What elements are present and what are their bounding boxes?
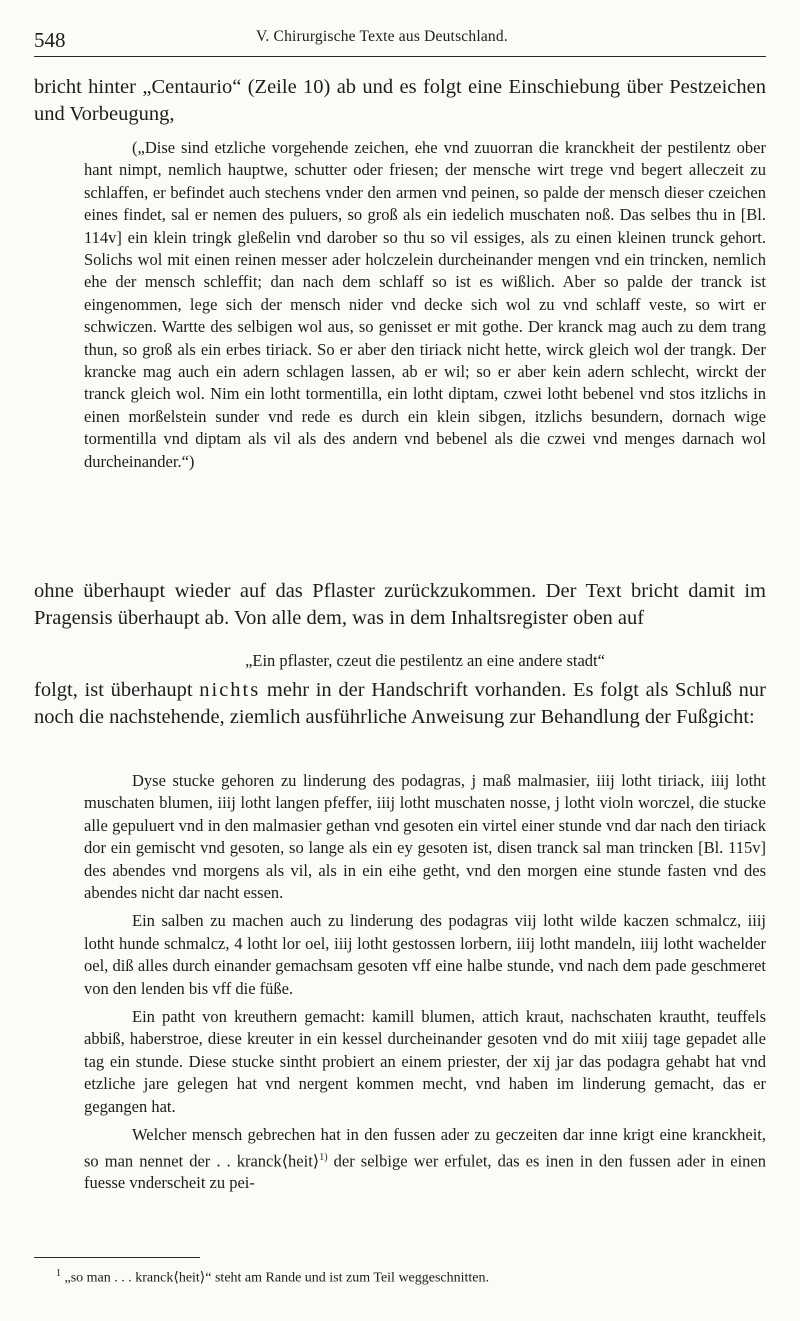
footnote bbox=[56, 1265, 756, 1288]
podagra-recipes bbox=[84, 770, 766, 1195]
page-number: 548 bbox=[34, 28, 66, 52]
centered-quote: „Ein pflaster, czeut die pestilentz an eine andere stadt“ bbox=[245, 651, 605, 670]
transition-text-start: folgt, ist überhaupt bbox=[34, 679, 193, 701]
footnote-text: „so man . . . kranck⟨heit⟩“ steht am Rande und ist zum Teil weggeschnitten. bbox=[64, 1270, 490, 1286]
recipe-foot-text-end: der selbige wer erfulet, das es inen in den fussen ader in einen fuesse vnderscheit zu pei- bbox=[84, 1151, 767, 1193]
intro-paragraph: bricht hinter „Centaurio“ (Zeile 10) ab und es folgt eine Einschiebung über Pestzeichen und Vorbeugung, bbox=[34, 76, 766, 125]
recipe-drink: Dyse stucke gehoren zu linderung des podagras, j maß malmasier, iiij lotht tiriack, iiij lotht muschaten blumen, iiij lotht langen pfeffer, iiij lotht muschaten nosse, j lotht violn worczel, die stucke alle gepuluert vnd in den malmasier gethan vnd gesoten ein virtel einer stunde vnd dar nach den tiriack dor ein gemischt vnd gesoten, so lange als ein ey gesoten ist, disen tranck sal man trincken [Bl. 115v] des abendes vnd morgens als vil, als in ein eihe getht, vnd den morgen eine stunde fasten vnd des abendes nicht dar nacht essen. bbox=[84, 771, 766, 903]
footnote-number: 1 bbox=[56, 1268, 61, 1279]
page-header bbox=[34, 22, 766, 57]
plague-quote: („Dise sind etzliche vorgehende zeichen, ehe vnd zuuorran die kranckheit der pestilentz ober hant nimpt, nemlich hauptwe, schutter oder friesen; der mensche wirt trege vnd begert alleczeit zu schlaffen, er befindet auch stechens vnder den armen vnd peinen, so palde der mensch dieser czeichen eines findet, sal er nemen des puluers, so groß als ein iedelich muschaten noß. Das selbes thu in [Bl. 114v] ein klein tringk gleßelin vnd darober so thu so vil essiges, als zu einen kleinen trunck gehort. Solichs wol mit einen reinen messer ader holczelein durcheinander mengen vnd ein trincken, nemlich ehe der mensch schleffit; dan nach dem schlaff so ist es wißlich. Aber so palde der tranck ist eingenommen, lege sich der mensch nider vnd decke sich wol zu vnd schlaff veste, so wirt er schwiczen. Wartte des selbigen wol aus, so genisset er mit gothe. Der kranck mag auch zu dem trang thun, so groß als ein erbes tiriack. So er aber den tiriack nicht hette, wirck gleich wol der trangk. Der krancke mag auch ein adern schlagen lassen, ab er wil; so er aber kein adern schlecht, wirckt der tranck gleich wol. Nim ein lotht tormentilla, ein lotht diptam, czwei lotht bebenel vnd stos itzlichs in einen morßelstein sunder vnd rede es durch ein klein sibgen, itzlichs besundern, dornach wige tormentilla vnd diptam als vil als des andern vnd bebenel als die czwei vnd menges darnach wol durcheinander.“) bbox=[84, 138, 766, 471]
recipe-foot-ailment bbox=[84, 1124, 766, 1195]
footnote-divider bbox=[34, 1257, 200, 1258]
recipe-bath: Ein patht von kreuthern gemacht: kamill blumen, attich kraut, nachschaten krautht, teuffels abbiß, haberstroe, diese kreuter in ein kessel durcheinander gesoten vnd do mit xiiij tage gepadet alle tag ein stunde. Diese stucke sintht probiert an einem priester, der xij jar das podagra gehabt hat vnd etzliche jare gelegen hat vnd nergent kommen mecht, vnd haben im linderung gemacht, das er gegangen hat. bbox=[84, 1007, 766, 1116]
running-head: V. Chirurgische Texte aus Deutschland. bbox=[256, 28, 508, 45]
footnote-reference[interactable]: 1) bbox=[319, 1151, 328, 1163]
recipe-foot-text-start: Welcher mensch gebrechen hat in den fussen ader zu geczeiten dar inne krigt eine kranckheit, so man nennet der . . kranck⟨heit⟩ bbox=[84, 1125, 766, 1170]
continuation-paragraph: ohne überhaupt wieder auf das Pflaster zurückzukommen. Der Text bricht damit im Pragensis überhaupt ab. Von alle dem, was in dem Inhaltsregister oben auf bbox=[34, 580, 766, 629]
spaced-emphasis: nichts bbox=[199, 679, 261, 701]
transition-text-end: mehr in der Handschrift vorhanden. Es folgt als Schluß nur noch die nachstehende, ziemlich ausführliche Anweisung zur Behandlung der Fußgicht: bbox=[34, 679, 767, 728]
recipe-salve: Ein salben zu machen auch zu linderung des podagras viij lotht wilde kaczen schmalcz, iiij lotht hunde schmalcz, 4 lotht lor oel, iiij lotht gestossen lorbern, iiij lotht mandeln, iiij lotht wachelder oel, diß alles durch einander gemachsam gesoten vff eine halbe stunde, vnd nach dem pade geschmeret von den lenden bis vff die füße. bbox=[84, 911, 766, 998]
transition-paragraph bbox=[34, 677, 766, 731]
